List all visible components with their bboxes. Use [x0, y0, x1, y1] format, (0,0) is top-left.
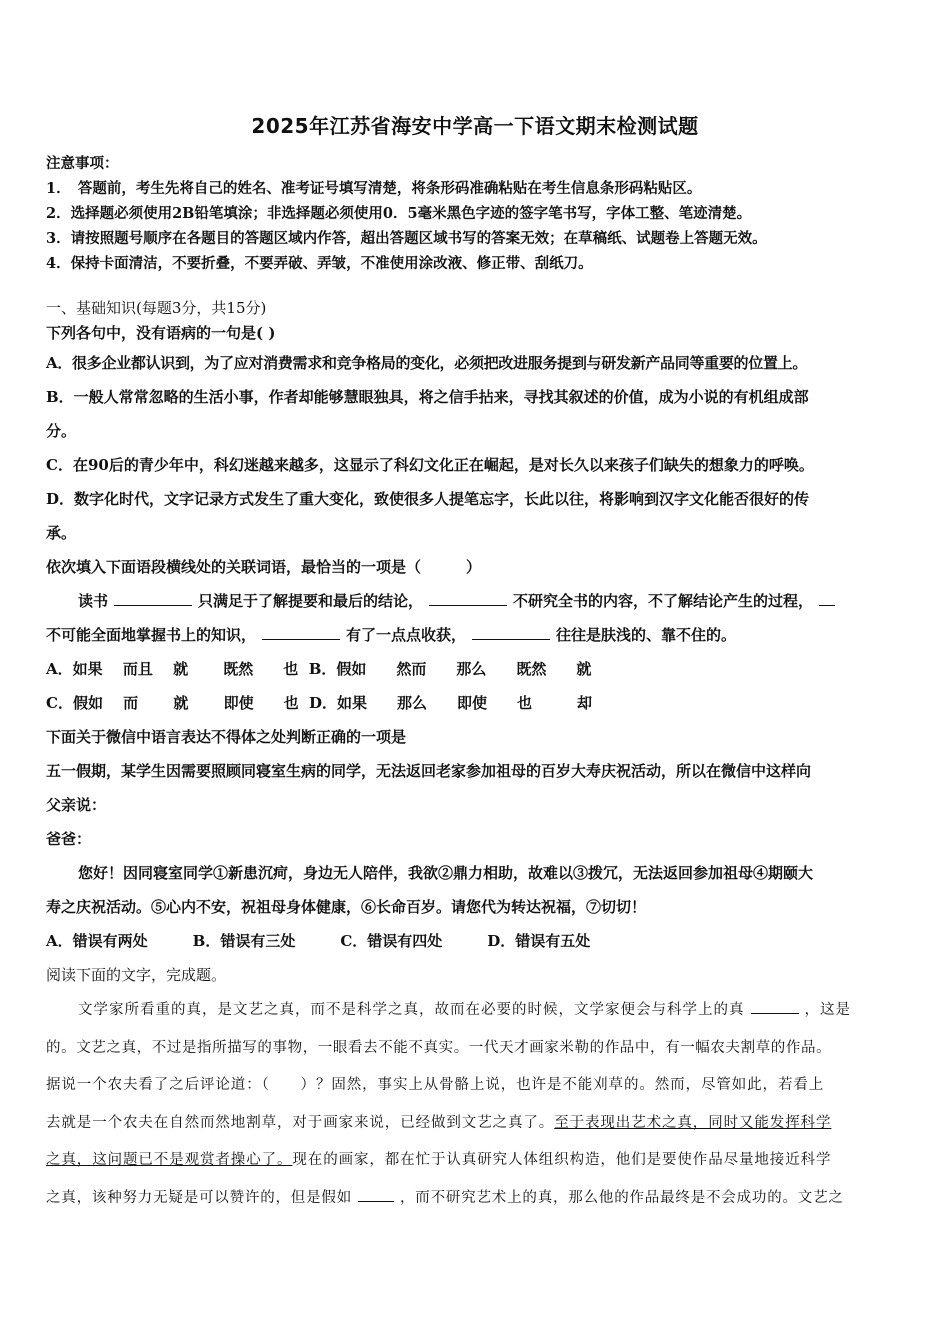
- notice-item: 1． 答题前，考生先将自己的姓名、准考证号填写清楚，将条形码准确粘贴在考生信息条形码粘贴区。: [46, 180, 702, 197]
- passage-text: 有了一点点收获，: [346, 626, 467, 644]
- option-b: B．一般人常常忽略的生活小事，作者却能够慧眼独具，将之信手拈来，寻找其叙述的价值，成为小说的有机组成部: [46, 388, 809, 406]
- underlined-sentence: 之真，这问题已不是观赏者操心了。: [46, 1152, 293, 1168]
- answer-blank: [114, 591, 192, 606]
- question-2-options-ab: A．如果 而且 就 既然 也 B．假如 然而 那么 既然 就: [46, 660, 592, 678]
- passage-text: 读书: [78, 592, 109, 610]
- passage-text: 不研究全书的内容，不了解结论产生的过程，: [513, 592, 814, 610]
- option-d-cont: 承。: [46, 524, 77, 542]
- passage-text: 去就是一个农夫在自然而然地割草，对于画家来说，已经做到文艺之真了。: [46, 1114, 555, 1131]
- answer-blank: [819, 591, 835, 606]
- passage-text: 之真，该种努力无疑是可以赞许的，但是假如: [46, 1189, 352, 1206]
- question-3-options: A．错误有两处 B．错误有三处 C．错误有四处 D．错误有五处: [46, 932, 591, 950]
- passage-text: ，这是: [804, 1002, 851, 1018]
- passage-text: 只满足于了解提要和最后的结论，: [198, 592, 424, 610]
- passage-text: ，而不研究艺术上的真，那么他的作品最终是不会成功的。文艺之: [400, 1189, 844, 1206]
- option-d: D．数字化时代，文字记录方式发生了重大变化，致使很多人提笔忘字，长此以往，将影响到汉字文化能否很好的传: [46, 490, 810, 508]
- question-3-context: 五一假期，某学生因需要照顾同寝室生病的同学，无法返回老家参加祖母的百岁大寿庆祝活动，所以在微信中这样向: [46, 762, 812, 780]
- answer-blank: [262, 625, 340, 640]
- reading-passage: [46, 992, 904, 1217]
- message-body-cont: 寿之庆祝活动。⑤心内不安，祝祖母身体健康，⑥长命百岁。请您代为转达祝福，⑦切切！: [46, 898, 647, 916]
- notice-item: 3．请按照题号顺序在各题目的答题区域内作答，超出答题区域书写的答案无效；在草稿纸、试题卷上答题无效。: [46, 230, 767, 247]
- question-stem: 依次填入下面语段横线处的关联词语，最恰当的一项是（ ）: [46, 558, 482, 576]
- passage-text: 现在的画家，都在忙于认真研究人体组织构造，他们是要使作品尽量地接近科学: [292, 1152, 832, 1168]
- exam-page: [46, 110, 904, 1217]
- question-2-passage-cont: [46, 618, 904, 652]
- option-b-cont: 分。: [46, 422, 77, 440]
- option-c: C．在90后的青少年中，科幻迷越来越多，这显示了科幻文化正在崛起，是对长久以来孩子们缺失的想象力的呼唤。: [46, 456, 814, 474]
- answer-blank: [358, 1187, 394, 1202]
- notice-heading: 注意事项：: [46, 155, 119, 172]
- passage-text: 据说一个农夫看了之后评论道：（ ）？固然，事实上从骨骼上说，也许是不能刈草的。然而，尽管如此，若看上: [46, 1077, 825, 1093]
- reading-stem: 阅读下面的文字，完成题。: [46, 966, 227, 984]
- passage-text: 不可能全面地掌握书上的知识，: [46, 626, 257, 644]
- notice-item: 4．保持卡面清洁，不要折叠，不要弄破、弄皱，不准使用涂改液、修正带、刮纸刀。: [46, 255, 593, 272]
- answer-blank: [429, 591, 507, 606]
- notice-item: 2．选择题必须使用2B铅笔填涂；非选择题必须使用0．5毫米黑色字迹的签字笔书写，字体工整、笔迹清楚。: [46, 205, 752, 222]
- passage-text: 文学家所看重的真，是文艺之真，而不是科学之真，故而在必要的时候，文学家便会与科学上的真: [78, 1002, 745, 1018]
- underlined-sentence: 至于表现出艺术之真，同时又能发挥科学: [554, 1114, 832, 1131]
- page-title: 2025年江苏省海安中学高一下语文期末检测试题: [251, 114, 699, 138]
- answer-blank: [751, 999, 799, 1014]
- option-a: A．很多企业都认识到，为了应对消费需求和竞争格局的变化，必须把改进服务提到与研发新产品同等重要的位置上。: [46, 354, 808, 372]
- question-stem: 下列各句中，没有语病的一句是( ): [46, 324, 276, 342]
- question-2-passage: [46, 584, 904, 618]
- question-1-options: [46, 346, 904, 550]
- answer-blank: [472, 625, 550, 640]
- question-2-options-cd: C．假如 而 就 即使 也 D．如果 那么 即使 也 却: [46, 694, 593, 712]
- passage-text: 往往是肤浅的、靠不住的。: [556, 626, 737, 644]
- notice-block: [46, 151, 904, 276]
- question-stem: 下面关于微信中语言表达不得体之处判断正确的一项是: [46, 728, 407, 746]
- section-heading: 一、基础知识(每题3分，共15分): [46, 299, 267, 317]
- passage-text: 的。文艺之真，不过是指所描写的事物，一眼看去不能不真实。一代天才画家米勒的作品中，有一幅农夫割草的作品。: [46, 1039, 832, 1056]
- message-salutation: 爸爸：: [46, 830, 92, 848]
- message-body: 您好！因同寝室同学①新患沉疴，身边无人陪伴，我欲②鼎力相助，故难以③拨冗，无法返回参加祖母④期颐大: [78, 864, 814, 882]
- question-3-context-cont: 父亲说：: [46, 796, 107, 814]
